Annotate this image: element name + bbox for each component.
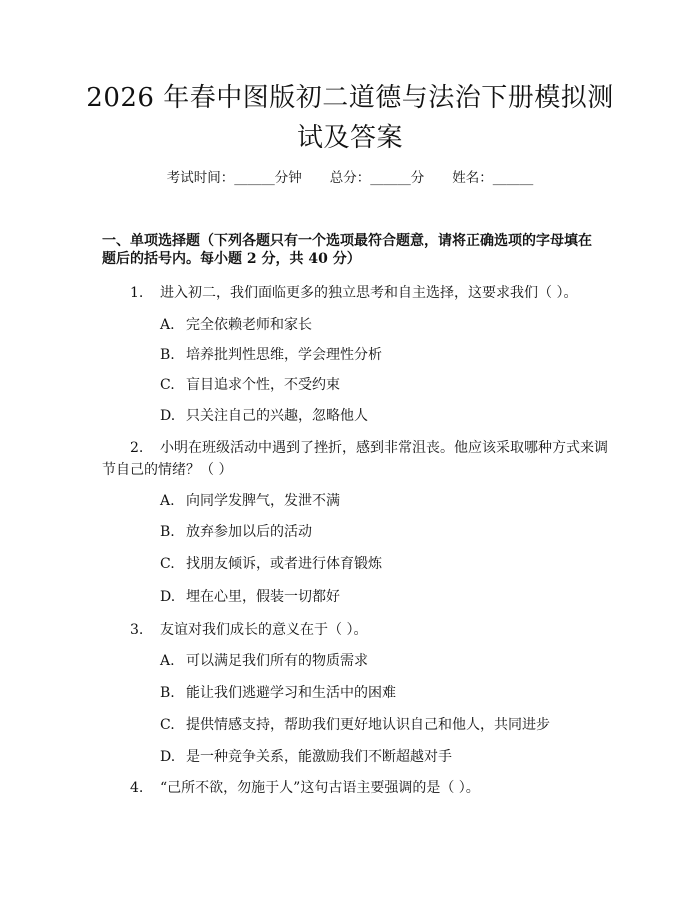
option-text: 只关注自己的兴趣，忽略他人 — [186, 408, 368, 424]
question-text: 小明在班级活动中遇到了挫折，感到非常沮丧。他应该采取哪种方式来调 — [160, 440, 608, 456]
option-letter: C. — [160, 556, 175, 572]
question-text: 进入初二，我们面临更多的独立思考和自主选择，这要求我们（ ）。 — [160, 285, 578, 301]
document-title-line-2: 试及答案 — [296, 123, 403, 153]
question-number: 4. — [130, 780, 144, 796]
question-text: “己所不欲，勿施于人”这句古语主要强调的是（ ）。 — [160, 780, 480, 796]
question-2-option-d — [160, 585, 340, 609]
question-1-option-d — [160, 404, 368, 428]
exam-time-label: 考试时间：______分钟 — [166, 170, 302, 186]
section-heading-line-2: 题后的括号内。每小题 2 分，共 40 分） — [102, 251, 361, 267]
option-text: 能让我们逃避学习和生活中的困难 — [186, 685, 396, 701]
question-number: 2. — [130, 440, 144, 456]
option-text: 完全依赖老师和家长 — [186, 317, 312, 333]
option-letter: A. — [160, 317, 175, 333]
option-text: 盲目追求个性，不受约束 — [186, 377, 340, 393]
question-4 — [130, 776, 480, 800]
option-text: 提供情感支持，帮助我们更好地认识自己和他人，共同进步 — [186, 717, 550, 733]
option-text: 埋在心里，假装一切都好 — [186, 589, 340, 605]
option-letter: A. — [160, 493, 175, 509]
option-letter: D. — [160, 589, 176, 605]
question-1-option-b — [160, 343, 382, 367]
exam-info-line — [0, 168, 700, 188]
option-letter: D. — [160, 749, 176, 765]
question-text: 友谊对我们成长的意义在于（ ）。 — [160, 622, 368, 638]
question-1-option-a — [160, 313, 312, 337]
question-1-option-c — [160, 373, 340, 397]
question-3-option-d — [160, 745, 452, 769]
option-letter: C. — [160, 377, 175, 393]
question-3 — [130, 618, 367, 642]
total-score-label: 总分：______分 — [329, 170, 425, 186]
document-title-line-1: 2026 年春中图版初二道德与法治下册模拟测 — [86, 83, 614, 113]
option-text: 培养批判性思维，学会理性分析 — [186, 347, 382, 363]
option-letter: C. — [160, 717, 175, 733]
question-2-continuation: 节自己的情绪？（ ） — [102, 462, 233, 478]
option-text: 是一种竞争关系，能激励我们不断超越对手 — [186, 749, 452, 765]
option-text: 放弃参加以后的活动 — [186, 524, 312, 540]
question-number: 1. — [130, 285, 144, 301]
option-text: 向同学发脾气，发泄不满 — [186, 493, 340, 509]
question-number: 3. — [130, 622, 144, 638]
option-letter: D. — [160, 408, 176, 424]
option-letter: B. — [160, 524, 175, 540]
section-heading-line-1: 一、单项选择题（下列各题只有一个选项最符合题意，请将正确选项的字母填在 — [102, 233, 592, 249]
question-2-option-c — [160, 552, 382, 576]
option-letter: A. — [160, 653, 175, 669]
student-name-label: 姓名：______ — [452, 170, 534, 186]
option-text: 可以满足我们所有的物质需求 — [186, 653, 368, 669]
question-3-option-c — [160, 713, 550, 737]
question-2 — [130, 436, 608, 460]
question-3-option-a — [160, 649, 368, 673]
question-2-option-a — [160, 489, 340, 513]
option-letter: B. — [160, 347, 175, 363]
question-3-option-b — [160, 681, 396, 705]
option-letter: B. — [160, 685, 175, 701]
question-1 — [130, 281, 577, 305]
question-2-option-b — [160, 520, 312, 544]
option-text: 找朋友倾诉，或者进行体育锻炼 — [186, 556, 382, 572]
